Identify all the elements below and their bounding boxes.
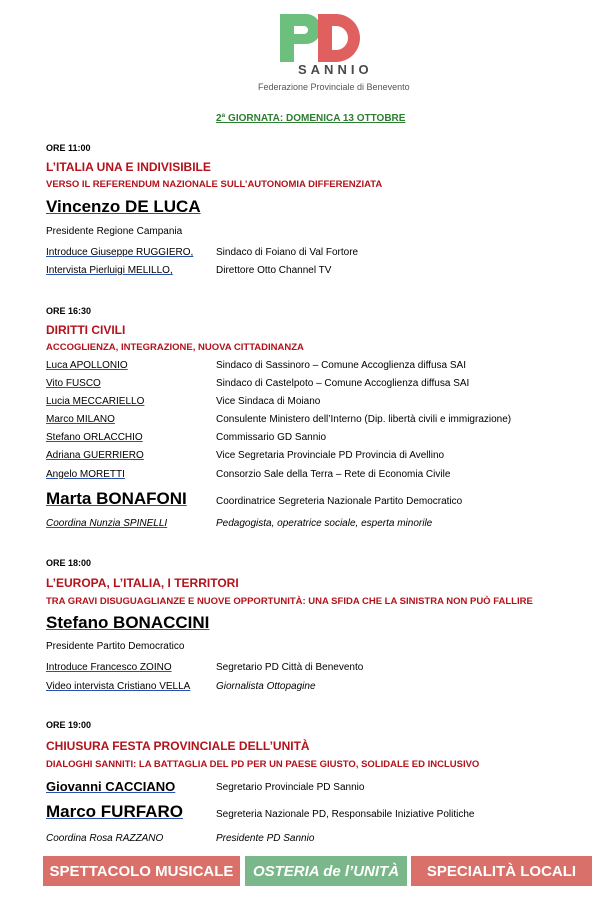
session2-coordinator: Coordina Nunzia SPINELLI (46, 518, 168, 529)
session3-time: ORE 18:00 (46, 558, 92, 568)
session2-row-left: Vito FUSCO (46, 378, 101, 389)
session3-speaker: Stefano BONACCINI (46, 613, 210, 632)
session2-speaker: Marta BONAFONI (46, 489, 187, 508)
federation-name: Federazione Provinciale di Benevento (258, 82, 410, 92)
session4-coordinator-role: Presidente PD Sannio (216, 833, 315, 844)
session1-row-right: Direttore Otto Channel TV (216, 265, 332, 276)
session2-row-left: Marco MILANO (46, 414, 115, 425)
session4-speaker1-role: Segretario Provinciale PD Sannio (216, 782, 365, 793)
session2-row-right: Consulente Ministero dell’Interno (Dip. libertà civili e immigrazione) (216, 414, 512, 425)
session2-row-right: Vice Sindaca di Moiano (216, 396, 321, 407)
session3-row-left: Video intervista Cristiano VELLA (46, 681, 191, 692)
session3-row-right: Giornalista Ottopagine (216, 681, 316, 692)
session2-row-right: Vice Segretaria Provinciale PD Provincia di Avellino (216, 450, 445, 461)
session2-row-left: Stefano ORLACCHIO (46, 432, 143, 443)
session4-time: ORE 19:00 (46, 720, 92, 730)
session1-title: L’ITALIA UNA E INDIVISIBILE (46, 160, 211, 174)
session2-row-right: Sindaco di Sassinoro – Comune Accoglienza diffusa SAI (216, 360, 466, 371)
session3-speaker-role: Presidente Partito Democratico (46, 641, 185, 652)
session1-row-left: Introduce Giuseppe RUGGIERO, (46, 247, 194, 258)
session2-row-right: Commissario GD Sannio (216, 432, 327, 443)
session2-time: ORE 16:30 (46, 306, 92, 316)
footer-music-banner: SPETTACOLO MUSICALE (43, 856, 240, 886)
session4-speaker2: Marco FURFARO (46, 802, 183, 821)
session3-title: L’EUROPA, L’ITALIA, I TERRITORI (46, 576, 239, 590)
session2-row-left: Adriana GUERRIERO (46, 450, 144, 461)
session1-row-right: Sindaco di Foiano di Val Fortore (216, 247, 359, 258)
session2-subtitle: ACCOGLIENZA, INTEGRAZIONE, NUOVA CITTADINANZA (46, 342, 304, 353)
footer-osteria-banner: OSTERIA de l’UNITÀ (245, 856, 407, 886)
session4-speaker1: Giovanni CACCIANO (46, 779, 176, 794)
session1-time: ORE 11:00 (46, 143, 91, 153)
session3-row-right: Segretario PD Città di Benevento (216, 662, 364, 673)
org-name: SANNIO (298, 62, 373, 77)
session2-coordinator-role: Pedagogista, operatrice sociale, esperta minorile (216, 518, 433, 529)
session1-speaker: Vincenzo DE LUCA (46, 197, 201, 216)
session2-row-right: Sindaco di Castelpoto – Comune Accoglienza diffusa SAI (216, 378, 470, 389)
session4-subtitle: DIALOGHI SANNITI: LA BATTAGLIA DEL PD PER UN PAESE GIUSTO, SOLIDALE ED INCLUSIVO (46, 759, 480, 770)
session2-row-left: Lucia MECCARIELLO (46, 396, 145, 407)
session1-subtitle: VERSO IL REFERENDUM NAZIONALE SULL’AUTONOMIA DIFFERENZIATA (46, 179, 383, 190)
session3-row-left: Introduce Francesco ZOINO (46, 662, 172, 673)
session1-row-left: Intervista Pierluigi MELILLO, (46, 265, 173, 276)
day-title: 2ª GIORNATA: DOMENICA 13 OTTOBRE (216, 113, 406, 124)
session3-subtitle: TRA GRAVI DISUGUAGLIANZE E NUOVE OPPORTUNITÀ: UNA SFIDA CHE LA SINISTRA NON PUÒ FALLIRE (46, 596, 533, 607)
session1-speaker-role: Presidente Regione Campania (46, 226, 183, 237)
pd-logo (276, 12, 360, 64)
session4-coordinator: Coordina Rosa RAZZANO (46, 833, 164, 844)
session2-speaker-role: Coordinatrice Segreteria Nazionale Partito Democratico (216, 496, 463, 507)
session2-row-right: Consorzio Sale della Terra – Rete di Economia Civile (216, 469, 451, 480)
session2-row-left: Luca APOLLONIO (46, 360, 128, 371)
session2-row-left: Angelo MORETTI (46, 469, 125, 480)
session4-title: CHIUSURA FESTA PROVINCIALE DELL’UNITÀ (46, 739, 310, 753)
footer-specialities-banner: SPECIALITÀ LOCALI (411, 856, 592, 886)
session2-title: DIRITTI CIVILI (46, 323, 126, 337)
session4-speaker2-role: Segreteria Nazionale PD, Responsabile Iniziative Politiche (216, 809, 475, 820)
